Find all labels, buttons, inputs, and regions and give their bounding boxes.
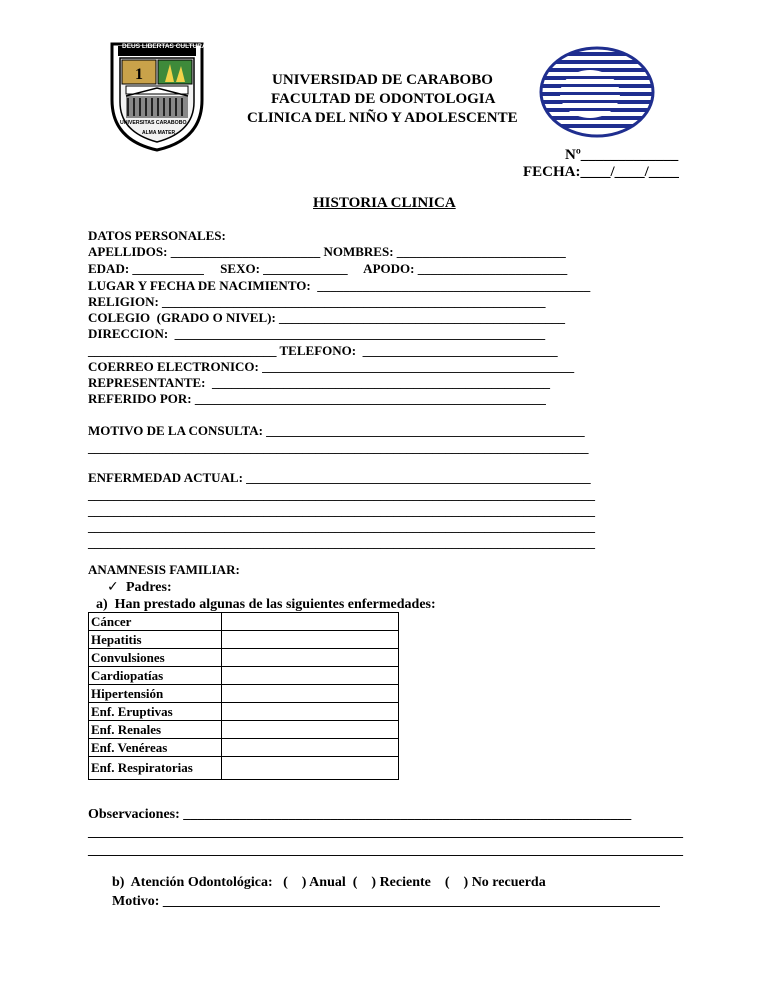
anamnesis-heading: ANAMNESIS FAMILIAR: bbox=[88, 562, 240, 577]
university-name: UNIVERSIDAD DE CARABOBO bbox=[272, 72, 493, 88]
field-motivo-consulta-cont[interactable]: _____________________________________________________________________________ bbox=[88, 440, 589, 455]
clinic-logo bbox=[538, 46, 656, 138]
seal-subtitle: ALMA MATER bbox=[142, 130, 176, 136]
disease-name: Enf. Venéreas bbox=[89, 739, 222, 757]
field-telefono[interactable]: _____________________________ TELEFONO: ______________________________ bbox=[88, 343, 558, 358]
table-row bbox=[89, 757, 399, 780]
disease-answer-cell[interactable] bbox=[222, 703, 399, 721]
field-referido[interactable]: REFERIDO POR: ______________________________________________________ bbox=[88, 391, 546, 406]
seal-motto: DEUS LIBERTAS CULTURA bbox=[122, 43, 207, 50]
field-correo[interactable]: COERREO ELECTRONICO: ________________________________________________ bbox=[88, 359, 575, 374]
field-observaciones-cont[interactable]: _____________________________________________________________________________________ bbox=[88, 843, 683, 858]
table-row bbox=[89, 613, 399, 631]
table-row bbox=[89, 739, 399, 757]
table-row bbox=[89, 667, 399, 685]
field-enfermedad-line[interactable]: ______________________________________________________________________________ bbox=[88, 487, 595, 502]
field-colegio[interactable]: COLEGIO (GRADO O NIVEL): ____________________________________________ bbox=[88, 310, 566, 325]
field-direccion[interactable]: DIRECCION: _________________________________________________________ bbox=[88, 326, 546, 341]
seal-name: UNIVERSITAS CARABOBO bbox=[120, 120, 187, 126]
disease-answer-cell[interactable] bbox=[222, 685, 399, 703]
disease-answer-cell[interactable] bbox=[222, 613, 399, 631]
field-edad-sexo-apodo[interactable]: EDAD: ___________ SEXO: _____________ APODO: _______________________ bbox=[88, 261, 568, 276]
table-row bbox=[89, 631, 399, 649]
record-number[interactable]: Nº_____________ bbox=[565, 147, 679, 163]
university-seal bbox=[108, 40, 206, 152]
svg-text:1: 1 bbox=[135, 66, 143, 83]
checkmark-icon: ✓ bbox=[107, 579, 119, 595]
personal-heading: DATOS PERSONALES: bbox=[88, 228, 226, 243]
disease-answer-cell[interactable] bbox=[222, 721, 399, 739]
diseases-question: a) Han prestado algunas de las siguientes enfermedades: bbox=[96, 597, 436, 612]
field-enfermedad-line[interactable]: ______________________________________________________________________________ bbox=[88, 519, 595, 534]
field-observaciones[interactable]: Observaciones: ________________________________________________________________ bbox=[88, 807, 632, 822]
disease-answer-cell[interactable] bbox=[222, 757, 399, 780]
table-row bbox=[89, 721, 399, 739]
disease-name: Cáncer bbox=[89, 613, 222, 631]
page-title: HISTORIA CLINICA bbox=[313, 195, 456, 211]
field-representante[interactable]: REPRESENTANTE: ____________________________________________________ bbox=[88, 375, 551, 390]
field-apellidos-nombres[interactable]: APELLIDOS: _______________________ NOMBRES: __________________________ bbox=[88, 244, 566, 259]
field-observaciones-cont[interactable]: _____________________________________________________________________________________ bbox=[88, 825, 683, 840]
disease-name: Enf. Eruptivas bbox=[89, 703, 222, 721]
field-enfermedad-line[interactable]: ______________________________________________________________________________ bbox=[88, 535, 595, 550]
field-motivo-consulta[interactable]: MOTIVO DE LA CONSULTA: _________________________________________________ bbox=[88, 423, 585, 438]
field-enfermedad-actual[interactable]: ENFERMEDAD ACTUAL: _____________________________________________________ bbox=[88, 470, 591, 485]
disease-answer-cell[interactable] bbox=[222, 739, 399, 757]
disease-name: Enf. Respiratorias bbox=[89, 757, 222, 780]
disease-name: Enf. Renales bbox=[89, 721, 222, 739]
disease-answer-cell[interactable] bbox=[222, 667, 399, 685]
record-date[interactable]: FECHA:____/____/____ bbox=[523, 164, 679, 180]
clinic-name: CLINICA DEL NIÑO Y ADOLESCENTE bbox=[247, 110, 518, 126]
atencion-odontologica[interactable]: b) Atención Odontológica: ( ) Anual ( ) Reciente ( ) No recuerda bbox=[112, 875, 546, 890]
disease-name: Convulsiones bbox=[89, 649, 222, 667]
disease-name: Cardiopatías bbox=[89, 667, 222, 685]
field-religion[interactable]: RELIGION: ___________________________________________________________ bbox=[88, 294, 546, 309]
faculty-name: FACULTAD DE ODONTOLOGIA bbox=[271, 91, 496, 107]
disease-answer-cell[interactable] bbox=[222, 631, 399, 649]
table-row bbox=[89, 703, 399, 721]
diseases-table bbox=[88, 612, 399, 780]
table-row bbox=[89, 685, 399, 703]
field-nacimiento[interactable]: LUGAR Y FECHA DE NACIMIENTO: __________________________________________ bbox=[88, 278, 591, 293]
field-enfermedad-line[interactable]: ______________________________________________________________________________ bbox=[88, 503, 595, 518]
disease-answer-cell[interactable] bbox=[222, 649, 399, 667]
table-row bbox=[89, 649, 399, 667]
disease-name: Hepatitis bbox=[89, 631, 222, 649]
field-motivo[interactable]: Motivo: _______________________________________________________________________ bbox=[112, 894, 660, 909]
disease-name: Hipertensión bbox=[89, 685, 222, 703]
padres-label: Padres: bbox=[126, 580, 172, 595]
